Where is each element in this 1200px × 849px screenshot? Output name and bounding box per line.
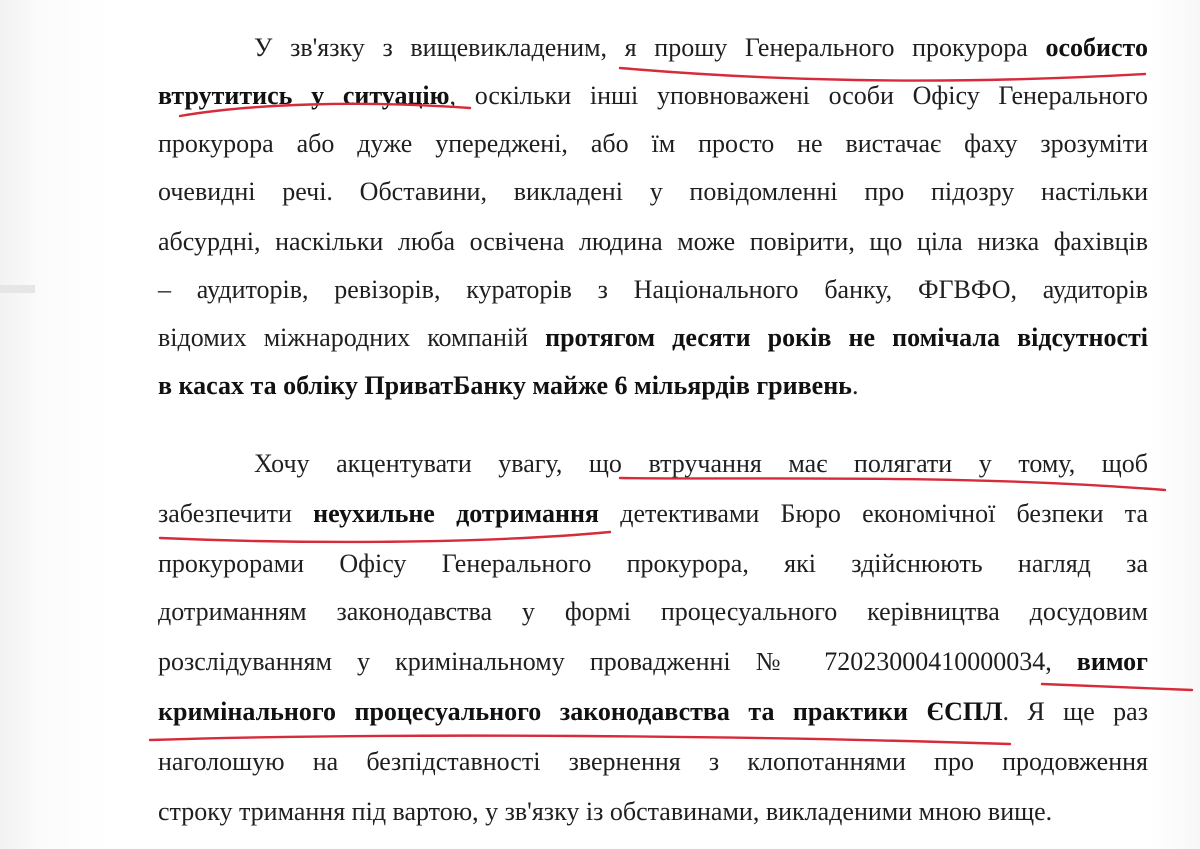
- bold-text-run: неухильне дотримання: [313, 499, 599, 528]
- text-run: очевидні речі. Обставини, викладені у повідомленні про підозру настільки: [158, 177, 1148, 206]
- bold-text-run: втрутитись у ситуацію: [158, 81, 450, 110]
- text-run: – аудиторів, ревізорів, кураторів з Національного банку, ФГВФО, аудиторів: [158, 275, 1148, 304]
- text-run: , оскільки інші уповноважені особи Офісу Генерального: [449, 81, 1148, 110]
- paragraph-1-line: [158, 168, 1148, 216]
- text-run: Хочу акцентувати увагу, що втручання має полягати у тому, щоб: [254, 449, 1148, 478]
- scan-artifact: [0, 285, 35, 293]
- paragraph-2-line: [158, 638, 1148, 686]
- paragraph-2-line: [158, 490, 1148, 538]
- text-run: У зв'язку з вищевикладеним, я прошу Генерального прокурора: [254, 33, 1046, 62]
- bold-text-run: в касах та обліку ПриватБанку майже 6 мільярдів гривень: [158, 371, 852, 400]
- text-run: прокурора або дуже упереджені, або їм просто не вистачає фаху зрозуміти: [158, 129, 1148, 158]
- bold-text-run: протягом десяти років не помічала відсутності: [545, 323, 1149, 352]
- text-run: відомих міжнародних компаній: [158, 323, 546, 352]
- paragraph-1-line: [158, 314, 1148, 362]
- text-run: . Я ще раз: [1002, 697, 1148, 726]
- paragraph-1-line: [158, 266, 1148, 314]
- bold-text-run: вимог: [1076, 647, 1148, 676]
- paragraph-2-line: [158, 788, 1148, 836]
- text-run: наголошую на безпідставності звернення з клопотаннями про продовження: [158, 747, 1148, 776]
- text-run: дотриманням законодавства у формі процесуального керівництва досудовим: [158, 597, 1148, 626]
- text-run: прокурорами Офісу Генерального прокурора, які здійснюють нагляд за: [158, 549, 1148, 578]
- paragraph-1-line: [158, 218, 1148, 266]
- bold-text-run: особисто: [1045, 33, 1148, 62]
- paragraph-2-line: [158, 540, 1148, 588]
- paragraph-2-line: [158, 688, 1148, 736]
- text-run: строку тримання під вартою, у зв'язку із обставинами, викладеними мною вище.: [158, 797, 1053, 826]
- paragraph-1-line: [158, 362, 1148, 410]
- paragraph-1-line: [158, 24, 1148, 72]
- paragraph-2-line: [158, 440, 1148, 488]
- text-run: детективами Бюро економічної безпеки та: [599, 499, 1149, 528]
- bold-text-run: кримінального процесуального законодавства та практики ЄСПЛ: [158, 697, 1003, 726]
- text-run: забезпечити: [158, 499, 314, 528]
- paragraph-2-line: [158, 588, 1148, 636]
- text-run: .: [851, 371, 859, 400]
- text-run: абсурдні, наскільки люба освічена людина може повірити, що ціла низка фахівців: [158, 227, 1148, 256]
- paragraph-2-line: [158, 738, 1148, 786]
- paragraph-1-line: [158, 72, 1148, 120]
- text-run: розслідуванням у кримінальному провадженні № 72023000410000034,: [158, 647, 1077, 676]
- paragraph-1-line: [158, 120, 1148, 168]
